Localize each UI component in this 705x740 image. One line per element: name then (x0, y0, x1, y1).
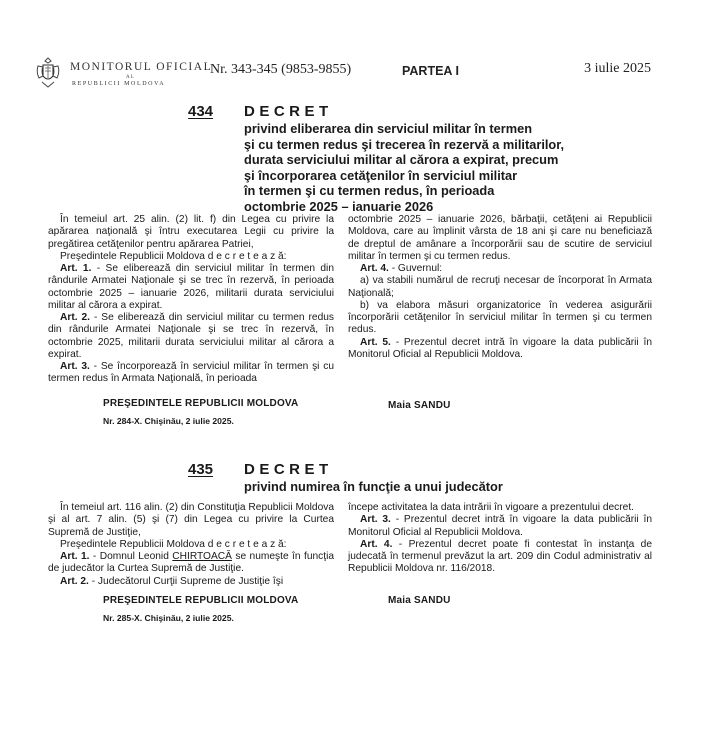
decree-reference: Nr. 284-X. Chişinău, 2 iulie 2025. (103, 416, 234, 426)
article-2-continued: începe activitatea la data intrării în vigoare a prezentului decret. (348, 502, 634, 513)
article-2 (48, 576, 334, 588)
publication-of: AL (126, 75, 135, 80)
decree-formula: Preşedintele Republicii Moldova d e c r e t e a z ă: (60, 538, 287, 550)
article-label: Art. 2. (60, 575, 89, 587)
publication-name: MONITORUL OFICIAL (70, 61, 213, 73)
signature-title: PREŞEDINTELE REPUBLICII MOLDOVA (103, 398, 299, 409)
article-label: Art. 4. (360, 263, 389, 274)
decree-heading: DECRET (244, 461, 333, 478)
article-text: - Judecătorul Curţii Supreme de Justiţie îşi (88, 575, 284, 587)
article-label: Art. 1. (60, 263, 92, 274)
article-5 (348, 337, 652, 362)
article-1 (48, 263, 334, 312)
issue-date: 3 iulie 2025 (584, 61, 651, 76)
article-4-a: a) va stabili numărul de recruţi necesar de încorporat în Armata Naţională; (348, 275, 652, 299)
decree-heading: DECRET (244, 103, 333, 120)
article-text: - Prezentul decret intră în vigoare la data publicării în Monitorul Oficial al Republicii Moldova. (348, 514, 653, 538)
article-2 (48, 312, 334, 361)
decree-right-column (348, 214, 652, 361)
article-text: - Domnul Leonid (89, 551, 173, 562)
decree-title-line: privind eliberarea din serviciul militar în termen (244, 121, 533, 136)
article-3 (348, 514, 652, 539)
page-header (34, 56, 654, 92)
decree-number: 435 (188, 461, 214, 478)
article-label: Art. 2. (60, 312, 90, 323)
article-label: Art. 4. (360, 538, 393, 550)
decree-title (244, 121, 564, 214)
article-text: - Prezentul decret intră în vigoare la data publicării în Monitorul Oficial al Republicii Moldova. (348, 336, 653, 360)
article-label: Art. 3. (360, 514, 391, 526)
article-4-b: b) va elabora măsuri organizatorice în vederea asigurării încorporării cetăţenilor în serviciul militar în termen şi cu termen redus. (348, 299, 652, 336)
decree-number: 434 (188, 103, 214, 120)
publication-subtitle: REPUBLICII MOLDOVA (72, 81, 166, 87)
signature-name: Maia SANDU (388, 400, 451, 411)
article-text: - Se încorporează în serviciul militar în termen şi cu termen redus în Armata Naţională, în perioada (48, 361, 335, 385)
article-text: - Guvernul: (388, 263, 443, 274)
decree-formula: Preşedintele Republicii Moldova d e c r e t e a z ă: (60, 250, 287, 262)
article-text: - Prezentul decret poate fi contestat în instanţa de judecată în termenul prevăzut la art. 209 din Codul administrativ al Republicii Moldova nr. 116/2018. (348, 538, 652, 575)
signature-name: Maia SANDU (388, 595, 451, 606)
article-label: Art. 5. (360, 336, 391, 348)
decree-title-line: în termen şi cu termen redus, în perioada (244, 183, 495, 198)
decree-title-line: durata serviciului militar al cărora a expirat, precum (244, 152, 559, 167)
article-text: - Se eliberează din serviciul militar în termen din rândurile Armatei Naţionale şi se trec în rezervă, în perioada octombrie 2025 – ianuarie 2026, militarii durata serviciului militar al cărora a expirat. (48, 263, 334, 311)
decree-right-column (348, 502, 652, 576)
preamble: În temeiul art. 25 alin. (2) lit. f) din Legea cu privire la apărarea naţională şi întru executarea Legii cu privire la pregătirea cetăţenilor pentru apărarea Patriei, (48, 214, 334, 250)
decree-title-line: şi cu termen redus şi trecerea în rezervă a militarilor, (244, 136, 565, 152)
appointee-name: CHIRTOACĂ (172, 551, 232, 562)
article-label: Art. 1. (60, 551, 90, 562)
coat-of-arms-icon (34, 56, 62, 90)
issue-number: Nr. 343-345 (9853-9855) (210, 62, 352, 77)
decree-title-line: octombrie 2025 – ianuarie 2026 (244, 198, 434, 214)
article-text: - Se eliberează din serviciul militar cu termen redus din rândurile Armatei Naţionale şi se trec în rezervă, în octombrie 2025, militarii durata serviciului militar al cărora a expirat. (48, 312, 334, 360)
preamble: În temeiul art. 116 alin. (2) din Constituţia Republicii Moldova şi al art. 7 alin. (5) şi (7) din Legea cu privire la Curtea Supremă de Justiţie, (48, 502, 334, 538)
decree-left-column (48, 502, 334, 588)
part-label: PARTEA I (402, 64, 459, 78)
article-label: Art. 3. (60, 361, 90, 372)
decree-title-line: şi încorporarea cetăţenilor în serviciul militar (244, 167, 518, 183)
decree-left-column (48, 214, 334, 386)
decree-reference: Nr. 285-X. Chişinău, 2 iulie 2025. (103, 613, 234, 623)
decree-title-line: privind numirea în funcţie a unui judecător (244, 479, 503, 494)
article-4 (348, 539, 652, 576)
article-3 (48, 361, 334, 386)
signature-title: PREŞEDINTELE REPUBLICII MOLDOVA (103, 595, 299, 606)
decree-title (244, 479, 503, 495)
article-text: se numeşte în funcţia de judecător la Curtea Supremă de Justiţie. (48, 551, 334, 575)
article-4 (348, 263, 652, 275)
article-1 (48, 551, 334, 576)
article-3-continued: octombrie 2025 – ianuarie 2026, bărbaţii, cetăţeni ai Republicii Moldova, care au împlinit vârsta de 18 ani şi care nu beneficiază de dreptul de amânare a încorporării sau de scutire de serviciul militar în termen şi cu termen redus. (348, 214, 652, 262)
